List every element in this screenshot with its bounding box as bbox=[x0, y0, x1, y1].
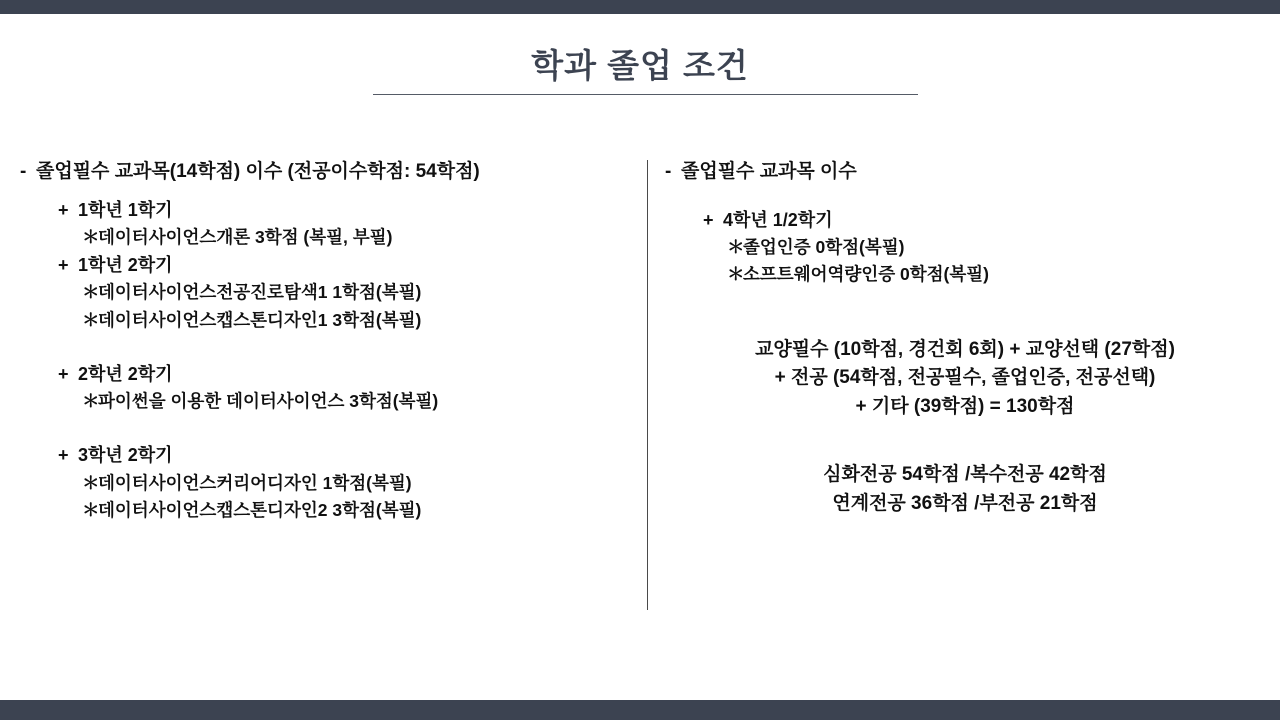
right-group-label-0 bbox=[665, 207, 1265, 233]
left-group-item-0-0 bbox=[20, 225, 640, 250]
star-marker: ＊ bbox=[82, 472, 100, 493]
right-heading bbox=[665, 160, 1265, 185]
left-group-label-1 bbox=[20, 252, 640, 278]
top-accent-bar bbox=[0, 0, 1280, 14]
left-group-label-text-1: 1학년 2학기 bbox=[78, 255, 173, 276]
right-group-item-text-0-0: 졸업인증 0학점(복필) bbox=[743, 236, 905, 257]
left-group-item-text-2-0: 파이썬을 이용한 데이터사이언스 3학점(복필) bbox=[98, 391, 439, 412]
right-group-label-text-0: 4학년 1/2학기 bbox=[723, 209, 833, 230]
left-group-label-0 bbox=[20, 197, 640, 223]
major-credits-line-0: 심화전공 54학점 /복수전공 42학점 bbox=[823, 464, 1107, 486]
credit-summary-line-1: + 전공 (54학점, 전공필수, 졸업인증, 전공선택) bbox=[774, 367, 1156, 389]
left-group-item-text-1-1: 데이터사이언스캡스톤디자인1 3학점(복필) bbox=[98, 309, 422, 330]
right-column bbox=[665, 160, 1265, 518]
star-marker: ＊ bbox=[82, 391, 100, 412]
left-group-item-text-0-0: 데이터사이언스개론 3학점 (복필, 부필) bbox=[98, 226, 393, 247]
left-group-item-text-3-0: 데이터사이언스커리어디자인 1학점(복필) bbox=[98, 472, 412, 493]
left-group-item-1-1 bbox=[20, 308, 640, 333]
title-underline bbox=[373, 94, 918, 95]
dash-marker: - bbox=[665, 161, 672, 182]
left-group-item-text-3-1: 데이터사이언스캡스톤디자인2 3학점(복필) bbox=[98, 499, 422, 520]
star-marker: ＊ bbox=[82, 282, 100, 303]
plus-marker: + bbox=[58, 199, 69, 220]
major-credits-line-1: 연계전공 36학점 /부전공 21학점 bbox=[832, 492, 1098, 514]
left-group-label-text-3: 3학년 2학기 bbox=[78, 445, 173, 466]
left-group-item-2-0 bbox=[20, 389, 640, 414]
right-heading-text: 졸업필수 교과목 이수 bbox=[681, 161, 857, 182]
left-group-label-text-2: 2학년 2학기 bbox=[78, 364, 173, 384]
spacer bbox=[665, 290, 1265, 336]
left-group-item-1-0 bbox=[20, 280, 640, 305]
plus-marker: + bbox=[58, 255, 69, 276]
spacer bbox=[20, 416, 640, 442]
page-title: 학과 졸업 조건 bbox=[531, 47, 749, 84]
star-marker: ＊ bbox=[82, 309, 100, 330]
left-group-label-3 bbox=[20, 442, 640, 468]
dash-marker: - bbox=[20, 161, 27, 182]
column-divider bbox=[647, 160, 648, 610]
right-group-item-0-0 bbox=[665, 235, 1265, 260]
right-group-item-0-1 bbox=[665, 262, 1265, 287]
credit-summary-block bbox=[665, 336, 1265, 422]
left-group-label-text-0: 1학년 1학기 bbox=[78, 199, 173, 220]
left-heading bbox=[20, 160, 640, 185]
credit-summary-line-0: 교양필수 (10학점, 경건회 6회) + 교양선택 (27학점) bbox=[755, 338, 1175, 360]
spacer bbox=[665, 197, 1265, 207]
star-marker: ＊ bbox=[727, 264, 745, 285]
credit-summary-line-2: + 기타 (39학점) = 130학점 bbox=[855, 395, 1075, 417]
plus-marker: + bbox=[703, 209, 714, 230]
left-group-item-3-0 bbox=[20, 471, 640, 496]
bottom-accent-bar bbox=[0, 700, 1280, 720]
right-group-item-text-0-1: 소프트웨어역량인증 0학점(복필) bbox=[743, 264, 990, 285]
star-marker: ＊ bbox=[727, 236, 745, 257]
star-marker: ＊ bbox=[82, 226, 100, 247]
plus-marker: + bbox=[58, 445, 69, 466]
left-heading-text: 졸업필수 교과목(14학점) 이수 (전공이수학점: 54학점) bbox=[36, 161, 480, 182]
star-marker: ＊ bbox=[82, 499, 100, 520]
plus-marker: + bbox=[58, 364, 69, 384]
left-group-item-text-1-0: 데이터사이언스전공진로탐색1 1학점(복필) bbox=[98, 282, 422, 303]
left-group-label-2 bbox=[20, 361, 640, 387]
major-credits-block bbox=[665, 461, 1265, 518]
spacer bbox=[20, 335, 640, 361]
left-group-item-3-1 bbox=[20, 498, 640, 523]
left-column bbox=[20, 160, 640, 525]
